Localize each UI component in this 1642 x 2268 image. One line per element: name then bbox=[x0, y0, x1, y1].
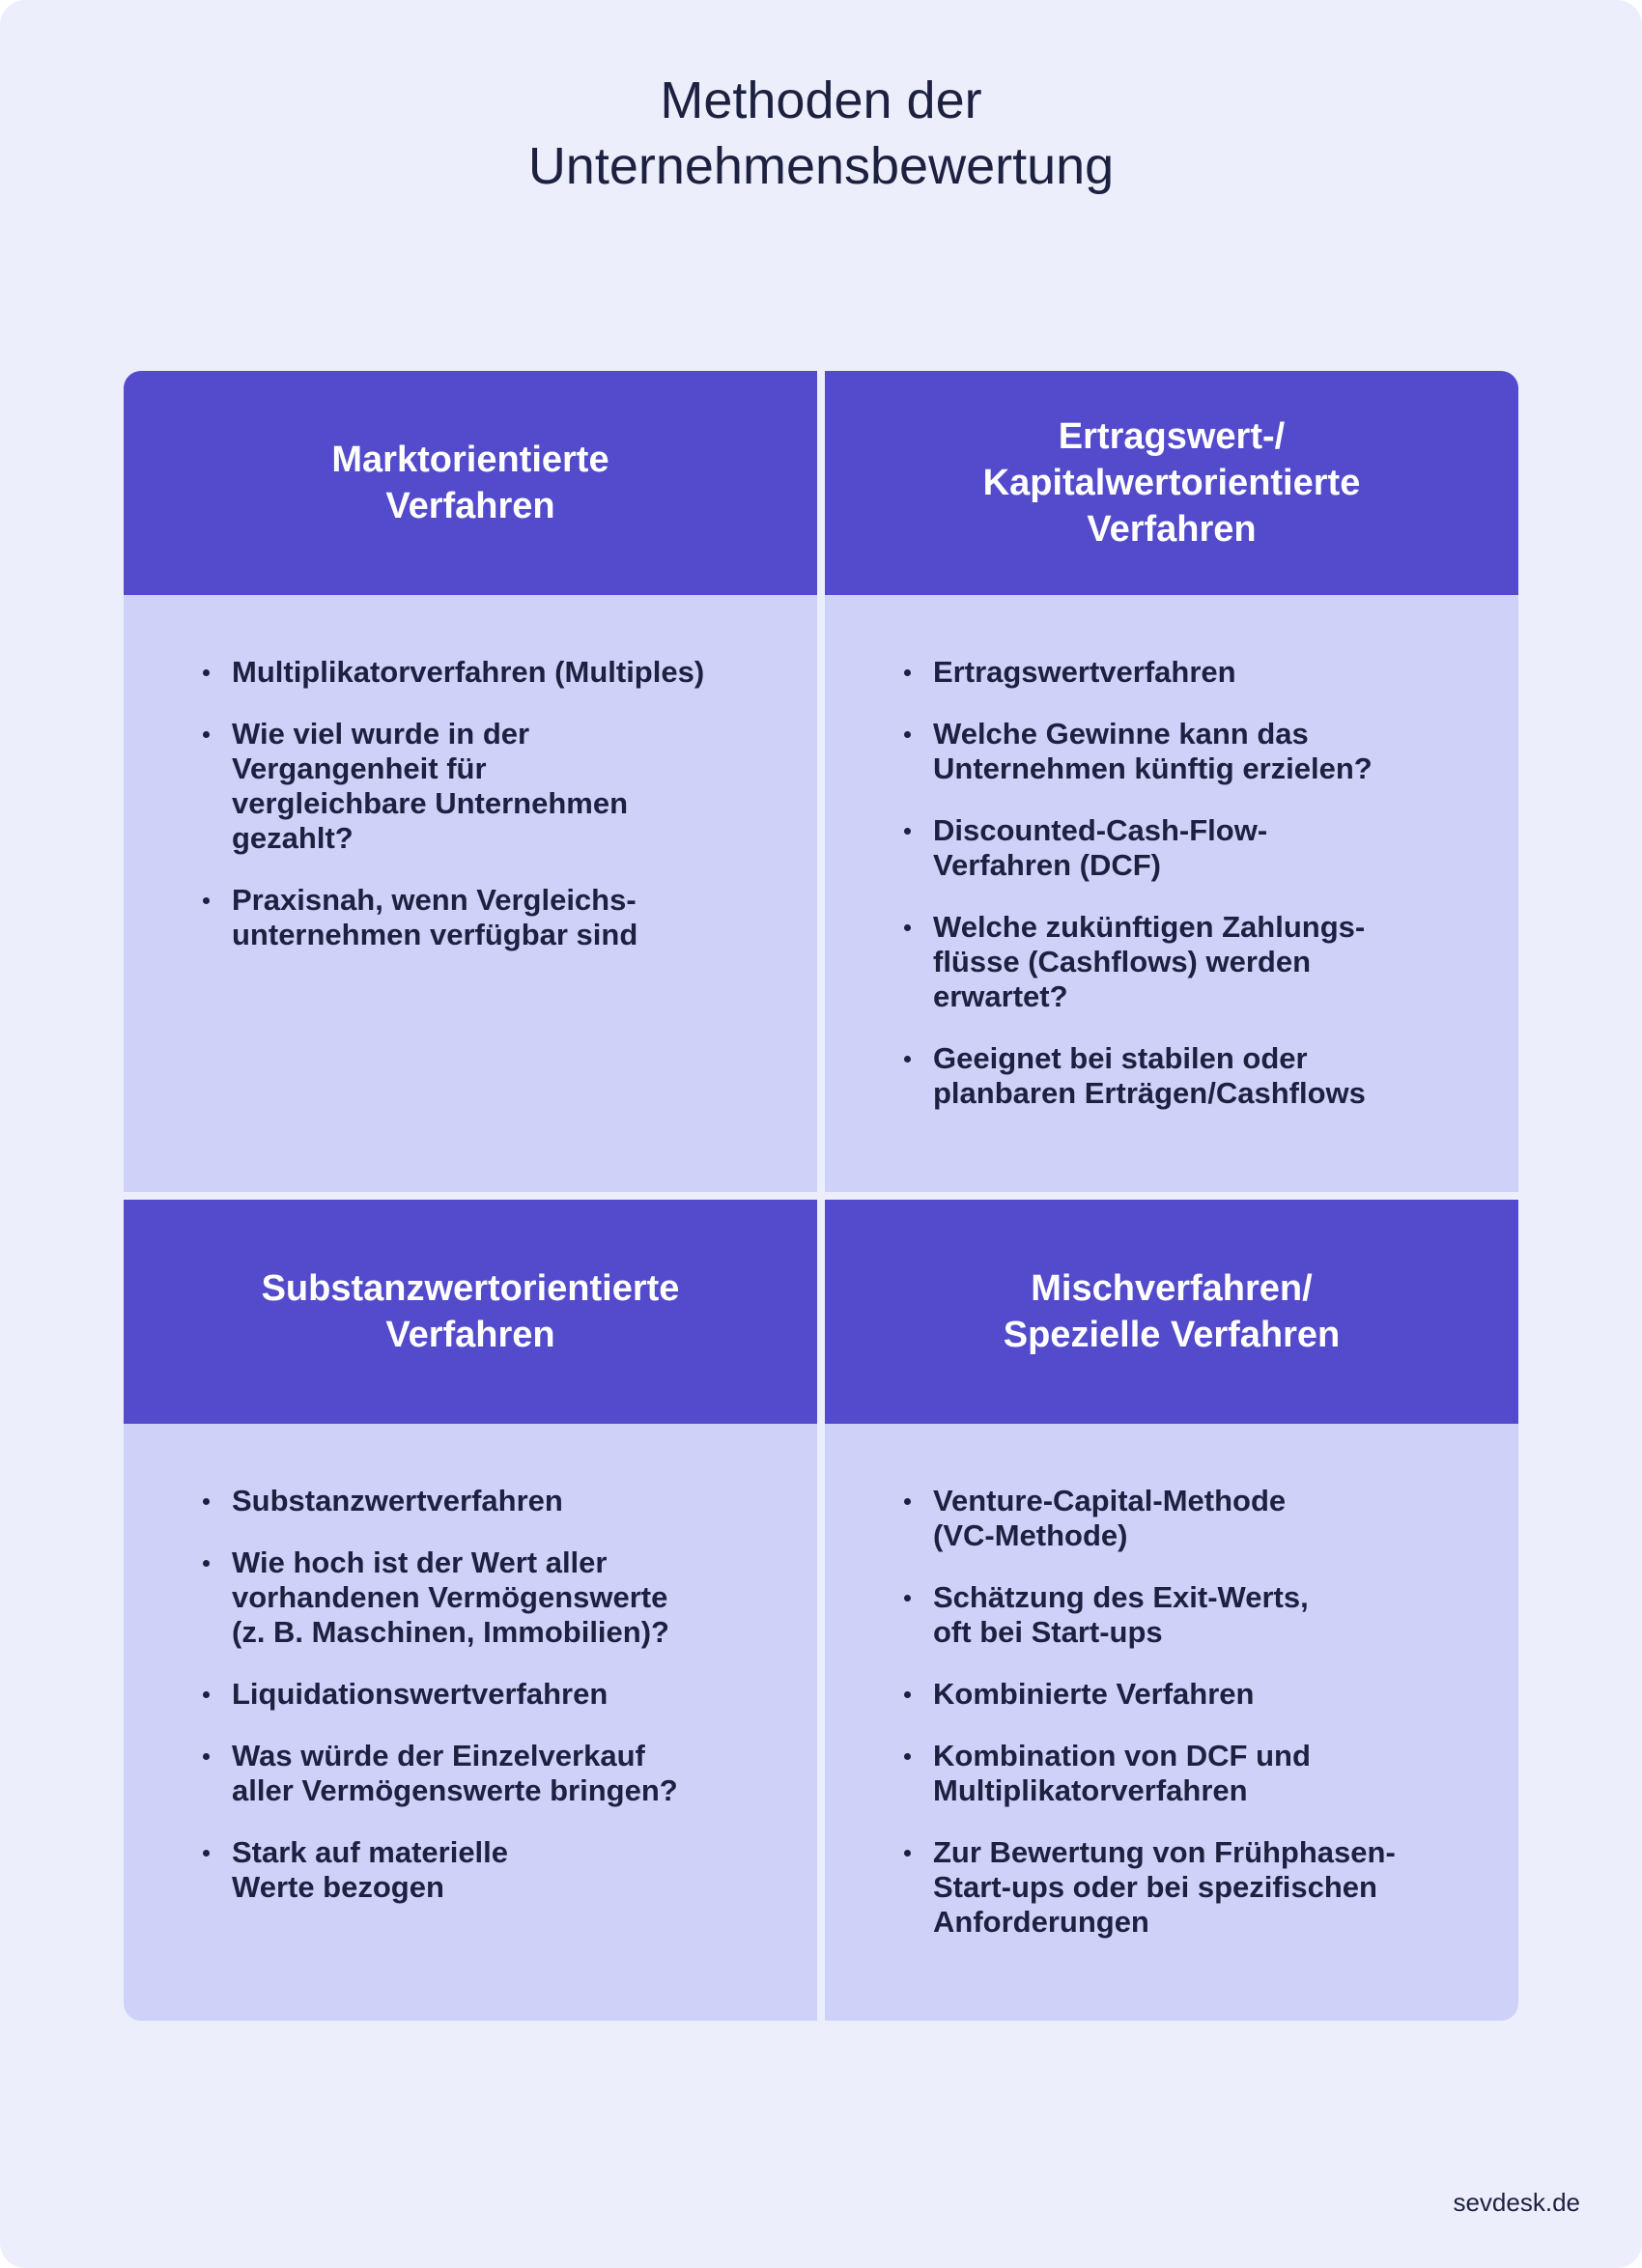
list-item bbox=[933, 1739, 1480, 1808]
list-item-line: Multiplikatorverfahren (Multiples) bbox=[232, 655, 705, 689]
bullet-dot-icon bbox=[203, 1691, 210, 1698]
bullet-dot-icon bbox=[203, 731, 210, 738]
list-item-line: Anforderungen bbox=[933, 1905, 1149, 1939]
footer-source: sevdesk.de bbox=[1453, 2188, 1580, 2217]
method-cell-asset bbox=[124, 1200, 817, 2021]
method-heading-line: Mischverfahren/ bbox=[1031, 1268, 1313, 1309]
list-item-line: unternehmen verfügbar sind bbox=[232, 918, 638, 951]
list-item-line: Verfahren (DCF) bbox=[933, 848, 1161, 882]
list-item bbox=[232, 1484, 779, 1518]
bullet-dot-icon bbox=[203, 1850, 210, 1857]
bullet-dot-icon bbox=[904, 924, 911, 931]
list-item bbox=[933, 655, 1480, 690]
bullet-dot-icon bbox=[904, 1498, 911, 1505]
method-body bbox=[124, 595, 817, 1192]
list-item-line: Welche Gewinne kann das bbox=[933, 717, 1309, 751]
method-list bbox=[232, 655, 779, 952]
list-item-line: Discounted-Cash-Flow- bbox=[933, 813, 1268, 847]
list-item-line: Ertragswertverfahren bbox=[933, 655, 1236, 689]
list-item-line: Wie viel wurde in der bbox=[232, 717, 530, 751]
list-item-line: Was würde der Einzelverkauf bbox=[232, 1739, 645, 1772]
method-heading-line: Kapitalwertorientierte bbox=[982, 463, 1361, 503]
list-item bbox=[933, 1835, 1480, 1940]
list-item bbox=[933, 1484, 1480, 1553]
list-item-line: Zur Bewertung von Frühphasen- bbox=[933, 1835, 1396, 1869]
methods-grid bbox=[124, 371, 1518, 2021]
method-heading-line: Substanzwertorientierte bbox=[261, 1268, 680, 1309]
list-item bbox=[933, 717, 1480, 786]
list-item-line: Werte bezogen bbox=[232, 1870, 444, 1904]
list-item bbox=[933, 1677, 1480, 1712]
method-body bbox=[825, 1424, 1518, 2021]
method-cell-mixed bbox=[825, 1200, 1518, 2021]
method-body bbox=[124, 1424, 817, 2021]
list-item bbox=[232, 655, 779, 690]
method-heading bbox=[825, 371, 1518, 595]
bullet-dot-icon bbox=[203, 1560, 210, 1567]
list-item-line: Substanzwertverfahren bbox=[232, 1484, 563, 1517]
page-title bbox=[0, 68, 1642, 199]
list-item-line: Kombination von DCF und bbox=[933, 1739, 1311, 1772]
list-item bbox=[232, 883, 779, 952]
bullet-dot-icon bbox=[203, 897, 210, 904]
method-heading-line: Spezielle Verfahren bbox=[1003, 1315, 1341, 1355]
list-item-line: Welche zukünftigen Zahlungs- bbox=[933, 910, 1366, 944]
list-item bbox=[232, 1545, 779, 1650]
bullet-dot-icon bbox=[904, 669, 911, 676]
bullet-dot-icon bbox=[904, 1595, 911, 1602]
bullet-dot-icon bbox=[203, 1753, 210, 1760]
list-item-line: vorhandenen Vermögenswerte bbox=[232, 1580, 668, 1614]
list-item-line: Start-ups oder bei spezifischen bbox=[933, 1870, 1377, 1904]
list-item-line: aller Vermögenswerte bringen? bbox=[232, 1773, 678, 1807]
method-heading-line: Ertragswert-/ bbox=[1058, 416, 1286, 457]
list-item bbox=[933, 910, 1480, 1014]
page-title-line: Unternehmensbewertung bbox=[527, 137, 1115, 195]
list-item-line: gezahlt? bbox=[232, 821, 354, 855]
method-heading bbox=[825, 1200, 1518, 1424]
list-item-line: planbaren Erträgen/Cashflows bbox=[933, 1076, 1366, 1110]
list-item-line: Vergangenheit für bbox=[232, 751, 487, 785]
method-list bbox=[933, 1484, 1480, 1940]
method-cell-market bbox=[124, 371, 817, 1192]
list-item-line: Wie hoch ist der Wert aller bbox=[232, 1545, 608, 1579]
list-item-line: Multiplikatorverfahren bbox=[933, 1773, 1248, 1807]
bullet-dot-icon bbox=[904, 1056, 911, 1063]
method-body bbox=[825, 595, 1518, 1192]
bullet-dot-icon bbox=[904, 1691, 911, 1698]
list-item-line: Praxisnah, wenn Vergleichs- bbox=[232, 883, 637, 917]
page-title-line: Methoden der bbox=[660, 71, 982, 129]
list-item bbox=[232, 1739, 779, 1808]
list-item-line: Schätzung des Exit-Werts, bbox=[933, 1580, 1309, 1614]
list-item-line: (VC-Methode) bbox=[933, 1518, 1128, 1552]
list-item bbox=[933, 1041, 1480, 1111]
list-item-line: (z. B. Maschinen, Immobilien)? bbox=[232, 1615, 669, 1649]
list-item bbox=[232, 1677, 779, 1712]
method-heading-line: Verfahren bbox=[1087, 509, 1257, 550]
method-heading-line: Marktorientierte bbox=[331, 439, 609, 480]
list-item-line: Geeignet bei stabilen oder bbox=[933, 1041, 1308, 1075]
list-item-line: Kombinierte Verfahren bbox=[933, 1677, 1255, 1711]
bullet-dot-icon bbox=[203, 669, 210, 676]
list-item-line: Venture-Capital-Methode bbox=[933, 1484, 1287, 1517]
list-item-line: flüsse (Cashflows) werden bbox=[933, 945, 1312, 978]
bullet-dot-icon bbox=[904, 731, 911, 738]
list-item bbox=[232, 1835, 779, 1905]
bullet-dot-icon bbox=[904, 828, 911, 835]
list-item bbox=[232, 717, 779, 856]
list-item bbox=[933, 813, 1480, 883]
list-item bbox=[933, 1580, 1480, 1650]
list-item-line: Liquidationswertverfahren bbox=[232, 1677, 609, 1711]
list-item-line: erwartet? bbox=[933, 979, 1068, 1013]
method-heading bbox=[124, 1200, 817, 1424]
method-heading-line: Verfahren bbox=[385, 1315, 555, 1355]
list-item-line: oft bei Start-ups bbox=[933, 1615, 1163, 1649]
method-cell-earnings bbox=[825, 371, 1518, 1192]
method-heading bbox=[124, 371, 817, 595]
list-item-line: vergleichbare Unternehmen bbox=[232, 786, 629, 820]
bullet-dot-icon bbox=[904, 1753, 911, 1760]
method-list bbox=[933, 655, 1480, 1111]
method-list bbox=[232, 1484, 779, 1905]
list-item-line: Stark auf materielle bbox=[232, 1835, 509, 1869]
list-item-line: Unternehmen künftig erzielen? bbox=[933, 751, 1373, 785]
bullet-dot-icon bbox=[203, 1498, 210, 1505]
bullet-dot-icon bbox=[904, 1850, 911, 1857]
method-heading-line: Verfahren bbox=[385, 486, 555, 526]
